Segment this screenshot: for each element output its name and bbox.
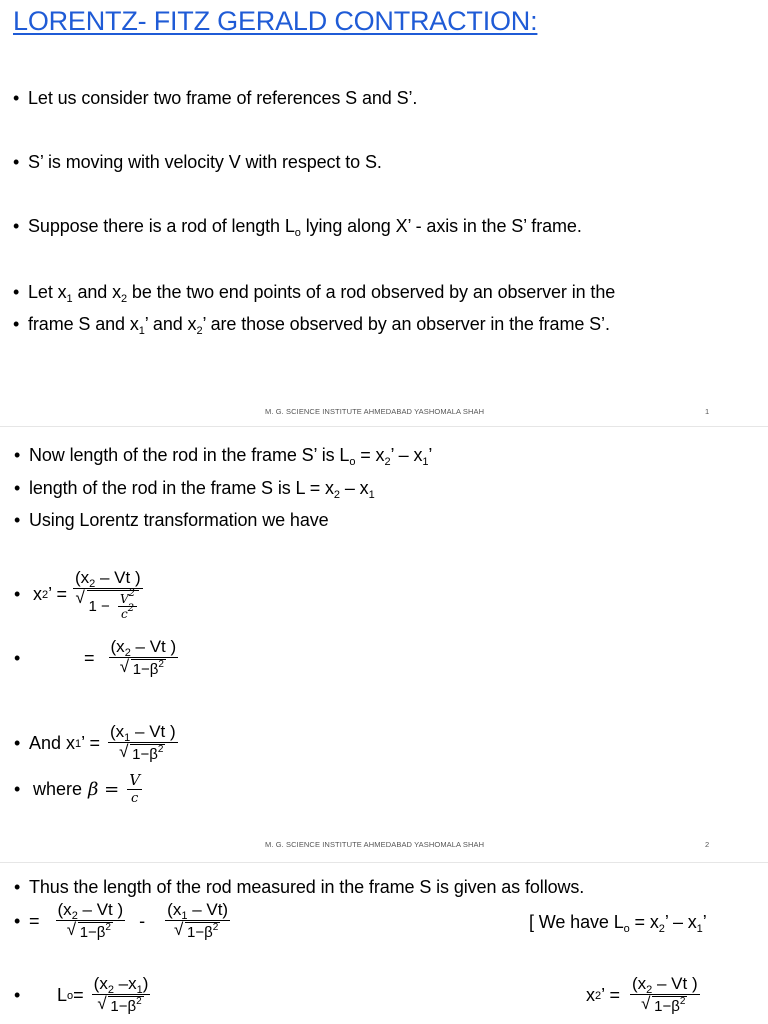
bullet-velocity: • S’ is moving with velocity V with respect to S. (13, 152, 382, 172)
bullet-frames: • Let us consider two frame of references S and S’. (13, 88, 418, 108)
bullet-lorentz: • Using Lorentz transformation we have (14, 510, 329, 530)
equation-x2-prime: • x 2 ’ = ($x_2$ – Vt ) √ 1 − $\frac{V^2}{c^2}$ (14, 568, 143, 621)
bullet-dot-icon: • (14, 445, 21, 465)
slide-divider (0, 862, 768, 863)
note-rest-length: [ We have $L_o = x_2$’ – $x_1$’ (529, 912, 707, 935)
equation-x1-prime: • And x 1 ’ = ($x_1$ – Vt ) √ $1-\beta^2$ (14, 722, 178, 765)
bullet-dot-icon: • (14, 733, 21, 753)
bullet-dot-icon: • (14, 584, 21, 604)
sqrt-icon: √ $1-\beta^2$ (68, 922, 113, 943)
bullet-dot-icon: • (13, 282, 20, 302)
bullet-end-points-2: • frame S and $x_1$’ and $x_2$’ are those observed by an observer in the frame S’. (13, 314, 610, 337)
equation-beta: • where β = $\frac{V}{c}$ (14, 771, 141, 806)
equation-difference: • = ($x_2$ – Vt ) √ $1-\beta^2$ - $(x_1 - Vt)$ √ $1-\beta^2$ (14, 900, 230, 943)
bullet-dot-icon: • (14, 510, 21, 530)
slide-title: LORENTZ- FITZ GERALD CONTRACTION: (13, 6, 538, 36)
sqrt-icon: √ $1-\beta^2$ (121, 659, 166, 680)
bullet-end-points-1: • Let $x_1$ and $x_2$ be the two end points of a rod observed by an observer in the (13, 282, 616, 305)
slide-footer: M. G. SCIENCE INSTITUTE AHMEDABAD YASHOMALA SHAH (265, 407, 485, 416)
bullet-rod-length: • Suppose there is a rod of length $L_o$ lying along X’ - axis in the S’ frame. (13, 216, 582, 239)
bullet-dot-icon: • (14, 648, 21, 668)
bullet-dot-icon: • (14, 779, 21, 799)
equation-x2-prime-beta: • = ($x_2$ – Vt ) √ $1-\beta^2$ (14, 637, 178, 680)
fraction: ($x_2$ – Vt ) √ $1-\beta^2$ (56, 900, 126, 943)
page-number: 1 (705, 407, 710, 416)
bullet-dot-icon: • (13, 152, 20, 172)
sqrt-icon: √ 1 − $\frac{V^2}{c^2}$ (77, 590, 140, 621)
sqrt-icon: √ $1-\beta^2$ (98, 996, 143, 1017)
sqrt-icon: √ $1-\beta^2$ (120, 744, 165, 765)
equation-x2-prime-note: x 2 ’ = ($x_2$ – Vt ) √ $1-\beta^2$ (586, 974, 700, 1017)
bullet-dot-icon: • (14, 478, 21, 498)
bullet-frame-s-length: • length of the rod in the frame S is $L = x_2 - x_1$ (14, 478, 375, 501)
fraction: $(x_1 - Vt)$ √ $1-\beta^2$ (165, 900, 230, 943)
fraction: ($x_1$ – Vt ) √ $1-\beta^2$ (108, 722, 178, 765)
slide-footer: M. G. SCIENCE INSTITUTE AHMEDABAD YASHOMALA SHAH (265, 840, 485, 849)
fraction: ($x_2$ – Vt ) √ $1-\beta^2$ (630, 974, 700, 1017)
bullet-rest-length: • Now length of the rod in the frame S’ is $L_o = x_2$’ – $x_1$’ (14, 445, 433, 468)
bullet-dot-icon: • (14, 877, 21, 897)
equation-l0: • L o = ($x_2$ $-x_1$) √ $1-\beta^2$ (14, 974, 150, 1017)
bullet-dot-icon: • (14, 911, 21, 931)
fraction: ($x_2$ – Vt ) √ $1-\beta^2$ (109, 637, 179, 680)
fraction: ($x_2$ $-x_1$) √ $1-\beta^2$ (92, 974, 151, 1017)
bullet-dot-icon: • (13, 216, 20, 236)
bullet-dot-icon: • (13, 88, 20, 108)
bullet-dot-icon: • (14, 985, 21, 1005)
bullet-dot-icon: • (13, 314, 20, 334)
sqrt-icon: √ $1-\beta^2$ (642, 996, 687, 1017)
fraction: $\frac{V}{c}$ (129, 771, 141, 806)
bullet-thus-length: • Thus the length of the rod measured in the frame S is given as follows. (14, 877, 585, 897)
slide-divider (0, 426, 768, 427)
page-number: 2 (705, 840, 710, 849)
fraction: ($x_2$ – Vt ) √ 1 − $\frac{V^2}{c^2}$ (73, 568, 143, 621)
sqrt-icon: √ $1-\beta^2$ (175, 922, 220, 943)
